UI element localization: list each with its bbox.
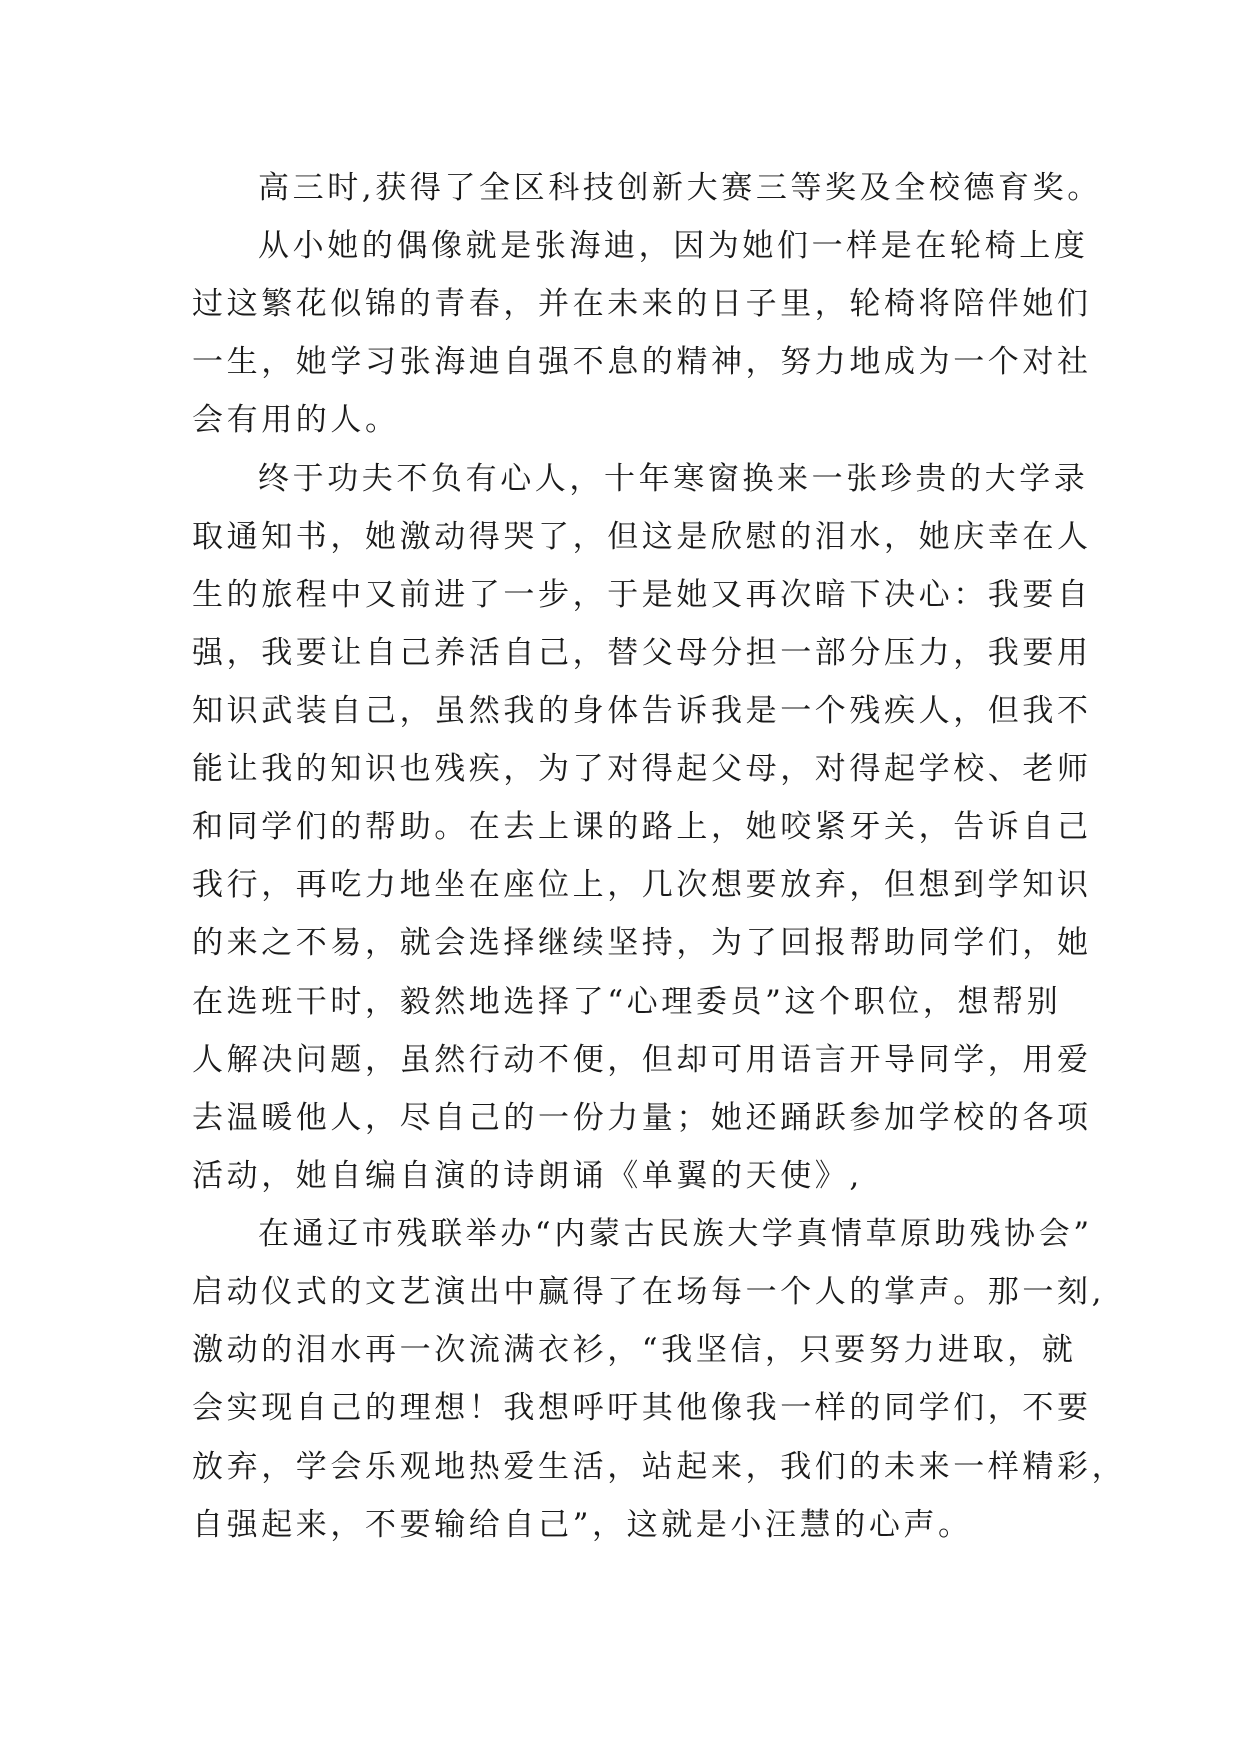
text-line: 过这繁花似锦的青春，并在未来的日子里，轮椅将陪伴她们	[192, 286, 1092, 322]
text-line: 的来之不易，就会选择继续坚持，为了回报帮助同学们，她	[192, 925, 1092, 961]
text-line: 激动的泪水再一次流满衣衫，“我坚信，只要努力进取，就	[192, 1332, 1077, 1368]
text-line: 取通知书，她激动得哭了，但这是欣慰的泪水，她庆幸在人	[192, 519, 1092, 555]
text-line: 放弃，学会乐观地热爱生活，站起来，我们的未来一样精彩，	[192, 1449, 1127, 1485]
text-line: 强，我要让自己养活自己，替父母分担一部分压力，我要用	[192, 635, 1092, 671]
text-line: 人解决问题，虽然行动不便，但却可用语言开导同学，用爱	[192, 1042, 1092, 1078]
text-line: 启动仪式的文艺演出中赢得了在场每一个人的掌声。那一刻,	[192, 1274, 1106, 1310]
text-line: 在选班干时，毅然地选择了“心理委员”这个职位，想帮别	[192, 984, 1062, 1020]
text-line: 高三时,获得了全区科技创新大赛三等奖及全校德育奖。	[258, 170, 1102, 206]
text-line: 和同学们的帮助。在去上课的路上，她咬紧牙关，告诉自己	[192, 809, 1092, 845]
text-line: 去温暖他人，尽自己的一份力量；她还踊跃参加学校的各项	[192, 1100, 1092, 1136]
text-line: 自强起来，不要输给自己”，这就是小汪慧的心声。	[192, 1507, 973, 1543]
text-line: 从小她的偶像就是张海迪，因为她们一样是在轮椅上度	[258, 228, 1089, 264]
text-line: 活动，她自编自演的诗朗诵《单翼的天使》,	[192, 1158, 863, 1194]
text-line: 我行，再吃力地坐在座位上，几次想要放弃，但想到学知识	[192, 867, 1092, 903]
text-line: 会实现自己的理想！我想呼吁其他像我一样的同学们，不要	[192, 1390, 1092, 1426]
text-line: 终于功夫不负有心人，十年寒窗换来一张珍贵的大学录	[258, 461, 1089, 497]
text-line: 一生，她学习张海迪自强不息的精神，努力地成为一个对社	[192, 344, 1092, 380]
text-line: 在通辽市残联举办“内蒙古民族大学真情草原助残协会”	[258, 1216, 1093, 1252]
text-line: 知识武装自己，虽然我的身体告诉我是一个残疾人，但我不	[192, 693, 1092, 729]
text-line: 能让我的知识也残疾，为了对得起父母，对得起学校、老师	[192, 751, 1092, 787]
text-line: 生的旅程中又前进了一步，于是她又再次暗下决心：我要自	[192, 577, 1092, 613]
text-line: 会有用的人。	[192, 402, 400, 438]
